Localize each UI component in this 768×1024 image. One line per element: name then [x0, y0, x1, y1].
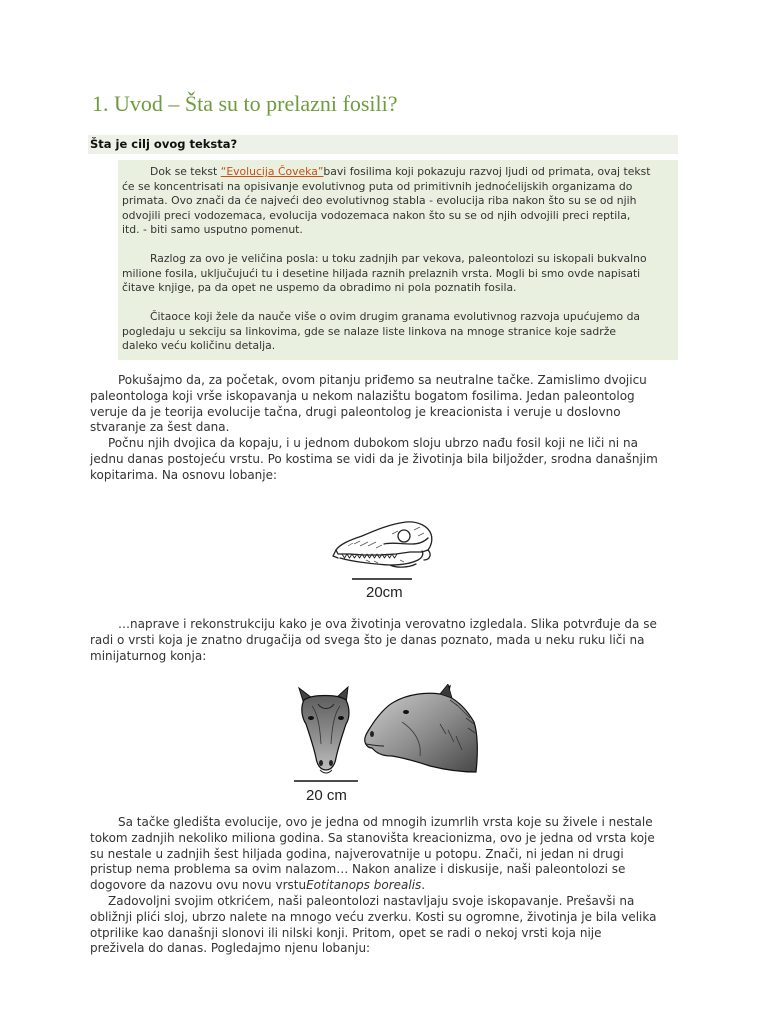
text-line: veruje da je teorija evolucije tačna, drugi paleontolog je kreacionista i veruje u doslovno: [90, 404, 621, 419]
section-heading-bar: [88, 135, 678, 154]
intro-paragraph: [122, 252, 678, 296]
scale-label: 20 cm: [306, 787, 347, 804]
text-line: kopitarima. Na osnovu lobanje:: [90, 467, 278, 482]
side-view-head: [365, 684, 478, 772]
text-line: primata. Ovo znači da će najveći deo evolutivnog stabla - evolucija riba nakon što su se od njih: [122, 194, 637, 207]
article-paragraphs: [90, 815, 656, 957]
text-line: čitave knjige, pa da opet ne uspemo da obradimo ni pola poznatih fosila.: [122, 281, 517, 294]
text-line: …naprave i rekonstrukciju kako je ova životinja verovatno izgledala. Slika potvrđuje da se: [118, 617, 657, 631]
text-line: [90, 878, 656, 894]
text-line: obližnji plići sloj, ubrzo nalete na mnogo veću zverku. Kosti su ogromne, životinja je bila velika: [90, 909, 657, 924]
intro-paragraph: [122, 310, 678, 354]
head-reconstruction-figure: [290, 684, 485, 788]
evolucija-coveka-link[interactable]: “Evolucija Čoveka”: [220, 165, 324, 178]
text-line: paleontologa koji vrše iskopavanja u nekom nalazištu bogatom fosilima. Jedan paleontolog: [90, 388, 635, 403]
text-line: jednu danas postojeću vrstu. Po kostima se vidi da je životinja bila biljožder, srodna današnjim: [90, 451, 658, 466]
front-view-head: [299, 687, 349, 773]
page-title: 1. Uvod – Šta su to prelazni fosili?: [92, 91, 398, 116]
text-line: milione fosila, uključujući tu i desetine hiljada raznih prelaznih vrsta. Mogli bi smo ovde napisati: [122, 266, 641, 280]
section-heading: Šta je cilj ovog teksta?: [90, 137, 238, 151]
text-line: [122, 165, 678, 180]
intro-box: [118, 160, 678, 360]
text-line: daleko veću količinu detalja.: [122, 339, 276, 352]
article-paragraphs: [90, 373, 658, 484]
text-line: tokom zadnjih nekoliko miliona godina. Sa stanovišta kreacionizma, ovo je jedna od vrsta koje: [90, 830, 655, 845]
text-line: Sa tačke gledišta evolucije, ovo je jedna od mnogih izumrlih vrsta koje su živele i nestale: [118, 815, 653, 829]
scale-label: 20cm: [366, 584, 403, 601]
text-line: preživela do danas. Pogledajmo njenu lobanju:: [90, 941, 371, 956]
skull-fossil-figure: [330, 514, 436, 586]
text-line: su nestale u zadnjih šest hiljada godina, najverovatnije u potopu. Znači, ni jedan ni drugi: [90, 846, 624, 861]
text-line: pogledaju u sekciju sa linkovima, gde se nalaze liste linkova na mnoge stranice koje sadrže: [122, 324, 617, 338]
text-line: Pokušajmo da, za početak, ovom pitanju priđemo sa neutralne tačke. Zamislimo dvojicu: [118, 373, 647, 387]
text-line: minijaturnog konja:: [90, 648, 207, 663]
text-segment: .: [421, 878, 426, 893]
text-segment: bavi fosilima koji pokazuju razvoj ljudi od primata, ovaj tekst: [323, 165, 651, 178]
intro-paragraph: [122, 165, 678, 238]
text-segment: Dok se tekst: [150, 165, 221, 178]
text-line: otprilike kao današnji slonovi ili nilski konji. Pritom, opet se radi o nekoj vrsti koja nije: [90, 925, 602, 940]
text-line: itd. - biti samo usputno pomenut.: [122, 223, 303, 236]
species-name: Eotitanops borealis: [306, 878, 422, 893]
text-line: Razlog za ovo je veličina posla: u toku zadnjih par vekova, paleontolozi su iskopali bukvalno: [150, 252, 647, 265]
text-line: stvaranje za šest dana.: [90, 420, 230, 435]
text-line: Čitaoce koji žele da nauče više o ovim drugim granama evolutivnog razvoja upućujemo da: [150, 310, 641, 323]
text-line: pristup nema problema sa ovim nalazom… Nakon analize i diskusije, naši paleontolozi se: [90, 862, 626, 877]
text-segment: dogovore da nazovu ovu novu vrstu: [90, 878, 307, 893]
text-line: odvojili preci vodozemaca, evolucija vodozemaca nakon što su se od njih odvojili preci reptila,: [122, 208, 631, 222]
article-paragraphs: [90, 617, 657, 664]
text-line: će se koncentrisati na opisivanje evolutivnog puta od primitivnih jednoćelijskih organizama do: [122, 179, 633, 193]
text-line: Zadovoljni svojim otkrićem, naši paleontolozi nastavljaju svoje iskopavanje. Prešavši na: [108, 893, 635, 908]
text-line: Počnu njih dvojica da kopaju, i u jednom dubokom sloju ubrzo nađu fosil koji ne liči ni na: [108, 436, 638, 451]
text-line: radi o vrsti koja je znatno drugačija od svega što je danas poznato, mada u neku ruku liči na: [90, 632, 645, 647]
